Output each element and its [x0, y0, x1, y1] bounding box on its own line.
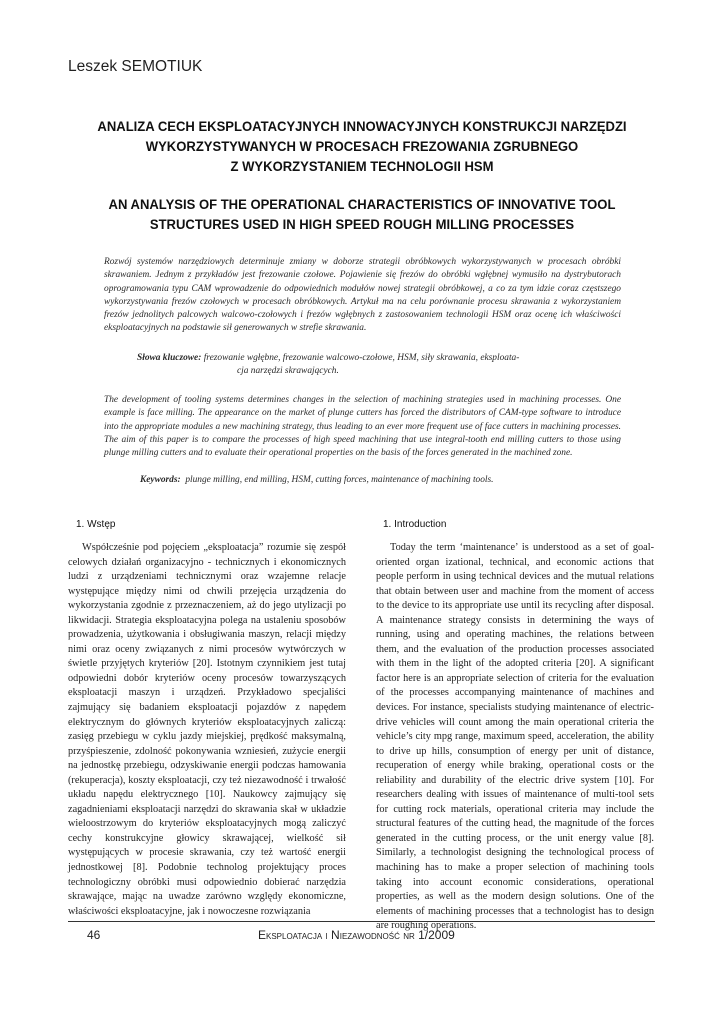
- title-en-line: AN ANALYSIS OF THE OPERATIONAL CHARACTERISTICS OF INNOVATIVE TOOL: [108, 197, 616, 213]
- keywords-pl-text-cont: cja narzędzi skrawających.: [237, 366, 339, 377]
- author-name: Leszek SEMOTIUK: [68, 58, 203, 75]
- title-pl-line: ANALIZA CECH EKSPLOATACYJNYCH INNOWACYJNYCH KONSTRUKCJI NARZĘDZI: [97, 119, 627, 135]
- title-pl-line: WYKORZYSTYWANYCH W PROCESACH FREZOWANIA ZGRUBNEGO: [145, 139, 579, 155]
- body-column-polish: [68, 541, 346, 919]
- body-column-english: [376, 541, 654, 934]
- keywords-en-text: plunge milling, end milling, HSM, cutting forces, maintenance of machining tools.: [185, 475, 494, 485]
- body-paragraph-pl: Współcześnie pod pojęciem „eksploatacja” rozumie się zespół celowych działań organizacyjno - technicznych i ekonomicznych ludzi z urządzeniami technicznymi oraz wzajemne relacje występujące między nimi od chwili przejęcia urządzenia do wykorzystania zgodnie z przeznaczeniem, aż do jego utylizacji po likwidacji. Strategia eksploatacyjna polega na ustaleniu sposobów prowadzenia, użytkowania i obsługiwania maszyn, relacji między nimi oraz oceny związanych z nimi procesów wytwórczych w świetle przyjętych kryteriów [20]. Istotnym czynnikiem jest tutaj odpowiedni dobór kryteriów oceny procesów towarzyszących eksploatacji maszyn i urządzeń. Przykładowo specjaliści zajmujący się badaniem eksploatacji pojazdów z napędem elektrycznym do głównych kryteriów eksploatacyjnych zaliczą: zasięg przebiegu w cyklu jazdy miejskiej, prędkość maksymalną, przyśpieszenie, zdolność pokonywania wzniesień, zużycie energii na jednostkę przebiegu, odzyskiwanie energii podczas hamowania (rekuperacja), koszty eksploatacji, czy też niezawodność i trwałość układu napędu elektrycznego [10]. Naukowcy zajmujący się zagadnieniami eksploatacji narzędzi do skrawania skał w układzie wieloostrzowym do kryteriów eksploatacyjnych mogą zaliczyć cechy konstrukcyjne głowicy skrawającej, wielkość sił występujących w procesie skrawania, czy też wartość energii jednostkowej [8]. Podobnie technolog projektujący proces technologiczny obróbki musi odpowiednio dobierać narzędzia skrawające, mając na uwadze zarówno względy ekonomiczne, właściwości eksploatacyjne, jak i nowoczesne rozwiązania: [68, 542, 346, 917]
- footer-divider: [68, 921, 655, 922]
- section-heading-english: 1. Introduction: [383, 519, 447, 530]
- section-heading-polish: 1. Wstęp: [76, 519, 116, 530]
- keywords-pl-label: Słowa kluczowe:: [137, 353, 202, 363]
- body-paragraph-en: Today the term ‘maintenance’ is understood as a set of goal-oriented organ izational, technical, and economic actions that people perform in using technical devices and the mutual relations that obtain between user and machine from the moment of access to the device to its appropriate use until its recycling after disposal. A maintenance strategy consists in determining the ways of running, using and operating machines, the relations between them, and the evaluation of the production processes associated with them in the light of the adopted criteria [20]. A significant factor here is an appropriate selection of criteria for the evaluation of the processes accompanying maintenance of machines and devices. For instance, specialists studying maintenance of electric-drive vehicles will count among the main operational criteria the vehicle’s city mpg range, maximum speed, acceleration, the ability to drive up hills, consumption of energy per unit of distance, recuperation of energy while braking, operational costs or the reliability and durability of the electric drive system [10]. For researchers dealing with issues of maintenance of multi-tool sets for cutting rock materials, operational criteria may include the structural features of the cutting head, the magnitude of the forces generated in the cutting process, or the unit energy value [8]. Similarly, a technologist designing the technological process of machining has to make a proper selection of machining tools taking into account economic considerations, operational properties, as well as the modern design solutions. One of the elements of machining processes that a technologist has to design are roughing operations.: [376, 542, 654, 932]
- page-number: 46: [87, 928, 101, 942]
- keywords-english: [140, 474, 610, 487]
- keywords-polish: [137, 352, 607, 379]
- abstract-english: The development of tooling systems determines changes in the selection of machining strategies used in machining processes. One example is face milling. The appearance on the market of plunge cutters has forced the distributors of CAM-type software to introduce into the appropriate modules a new machining strategy, thus leading to an ever more frequent use of face cutters in machining processes. The aim of this paper is to compare the processes of high speed machining that use integral-tooth end milling cutters to those using plunge milling cutters and to evaluate their operational properties on the basis of the forces generated in the machined zone.: [104, 395, 621, 459]
- keywords-pl-text: frezowanie wgłębne, frezowanie walcowo-czołowe, HSM, siły skrawania, eksploata-: [203, 353, 520, 363]
- title-polish: [84, 117, 640, 177]
- journal-footer: Eksploatacja i Niezawodność nr 1/2009: [258, 928, 455, 942]
- title-en-line: STRUCTURES USED IN HIGH SPEED ROUGH MILLING PROCESSES: [149, 217, 575, 233]
- abstract-polish: Rozwój systemów narzędziowych determinuje zmiany w doborze strategii obróbkowych wykorzystywanych w procesach obróbki skrawaniem. Jednym z przykładów jest frezowanie czołowe. Pojawienie się frezów do obróbki wgłębnej wymusiło na dystrybutorach oprogramowania typu CAM wprowadzenie do odpowiednich modułów nowej strategii obróbkowej, a co za tym idzie coraz częstszego wykorzystywania frezów czołowych w procesach obróbkowych. Artykuł ma na celu porównanie procesu skrawania z wykorzystaniem frezów jednolitych palcowych walcowo-czołowych i frezów wgłębnych z zastosowaniem technologii HSM oraz ocenę ich właściwości eksploatacyjnych na podstawie sił generowanych w strefie skrawania.: [104, 257, 621, 334]
- title-english: [84, 195, 640, 235]
- keywords-en-label: Keywords:: [140, 475, 181, 485]
- title-pl-line: Z WYKORZYSTANIEM TECHNOLOGII HSM: [230, 159, 494, 175]
